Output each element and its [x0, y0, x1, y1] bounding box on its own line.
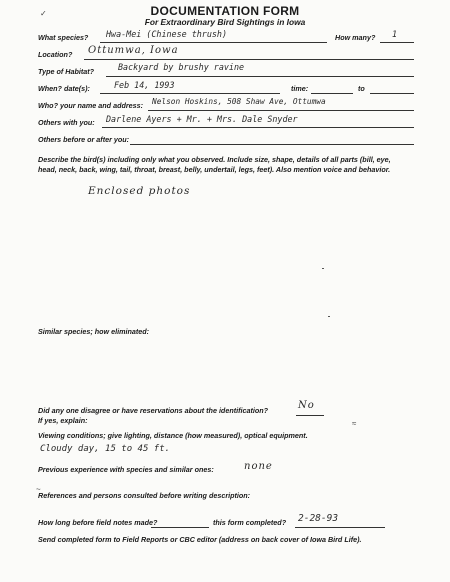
disagree-answer: No [298, 400, 315, 411]
describe-label-line1: Describe the bird(s) including only what you observed. Include size, shape, details of all parts (bill, eye, [38, 155, 391, 164]
completed-label: this form completed? [213, 518, 287, 527]
habitat-answer: Backyard by brushy ravine [118, 62, 245, 72]
species-label: What species? [38, 33, 89, 42]
similar-label: Similar species; how eliminated: [38, 327, 150, 336]
location-line [84, 59, 414, 60]
stray-mark [322, 268, 324, 269]
how-many-answer: 1 [392, 29, 398, 39]
form-subtitle: For Extraordinary Bird Sightings in Iowa [144, 17, 306, 27]
when-label: When? date(s): [38, 84, 90, 93]
previous-label: Previous experience with species and similar ones: [38, 465, 214, 474]
how-long-label: How long before field notes made? [38, 518, 158, 527]
to-line [370, 93, 414, 94]
completed-answer: 2-28-93 [298, 513, 339, 524]
habitat-label: Type of Habitat? [38, 67, 95, 76]
date-line [100, 93, 280, 94]
how-long-line [151, 527, 209, 528]
species-answer: Hwa-Mei (Chinese thrush) [106, 29, 228, 39]
to-label: to [358, 84, 365, 93]
date-answer: Feb 14, 1993 [114, 80, 175, 90]
who-label: Who? your name and address: [38, 101, 144, 110]
previous-answer: none [244, 461, 273, 472]
others-with-label: Others with you: [38, 118, 95, 127]
pen-mark: ✓ [40, 9, 47, 18]
viewing-answer: Cloudy day, 15 to 45 ft. [40, 444, 171, 454]
location-answer: Ottumwa, Iowa [88, 45, 179, 56]
disagree-label-line1: Did any one disagree or have reservations about the identification? [38, 406, 269, 415]
species-line [100, 42, 327, 43]
location-label: Location? [38, 50, 73, 59]
others-before-line [130, 144, 414, 145]
describe-label-line2: head, neck, back, wing, tail, throat, breast, belly, undertail, legs, feet). Also mention voice and behavior. [38, 165, 391, 174]
who-line [148, 110, 414, 111]
viewing-label: Viewing conditions; give lighting, distance (how measured), optical equipment. [38, 431, 308, 440]
disagree-label-line2: If yes, explain: [38, 416, 88, 425]
pen-mark: ≈ [352, 419, 357, 428]
description-answer: Enclosed photos [88, 185, 191, 197]
stray-mark [328, 316, 330, 317]
time-line [311, 93, 353, 94]
who-answer: Nelson Hoskins, 508 Shaw Ave, Ottumwa [152, 97, 326, 106]
habitat-line [106, 76, 414, 77]
how-many-line [380, 42, 414, 43]
references-label: References and persons consulted before writing description: [38, 491, 251, 500]
send-instructions: Send completed form to Field Reports or CBC editor (address on back cover of Iowa Bird Life). [38, 535, 362, 544]
pen-mark: ~ [36, 485, 41, 494]
others-before-label: Others before or after you: [38, 135, 130, 144]
others-with-answer: Darlene Ayers + Mr. + Mrs. Dale Snyder [106, 114, 298, 124]
completed-line [295, 527, 385, 528]
time-label: time: [291, 84, 309, 93]
form-title: DOCUMENTATION FORM [150, 4, 300, 18]
how-many-label: How many? [335, 33, 376, 42]
others-with-line [102, 127, 414, 128]
disagree-line [296, 415, 324, 416]
